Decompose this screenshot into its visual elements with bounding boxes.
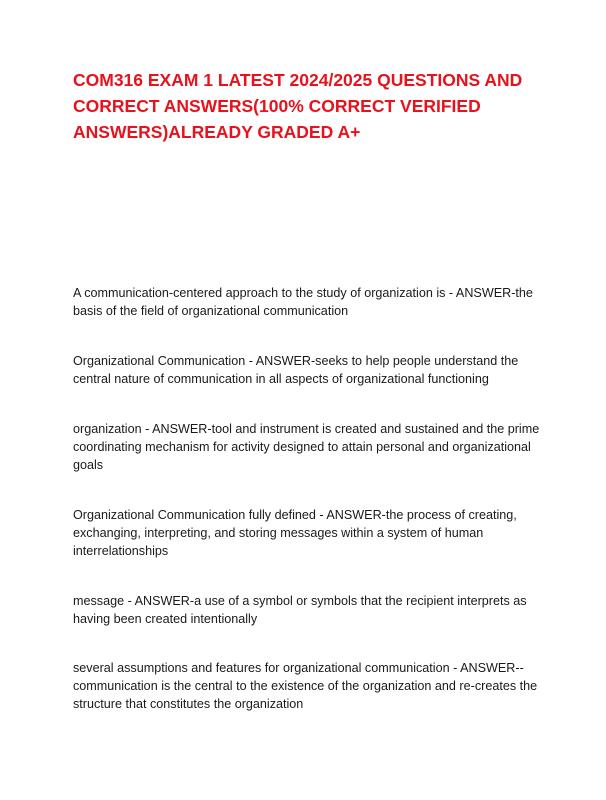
qa-entry: Organizational Communication - ANSWER-seeks to help people understand the central nature of communication in all aspects of organizational functioning [73,354,519,386]
qa-entry: organization - ANSWER-tool and instrument is created and sustained and the prime coordinating mechanism for activity designed to attain personal and organizational goals [73,422,540,472]
document-title: COM316 EXAM 1 LATEST 2024/2025 QUESTIONS AND CORRECT ANSWERS(100% CORRECT VERIFIED ANSWERS)ALREADY GRADED A+ [73,70,523,142]
qa-entry: A communication-centered approach to the study of organization is - ANSWER-the basis of the field of organizational communication [73,286,533,318]
qa-entry: Organizational Communication fully defined - ANSWER-the process of creating, exchanging, interpreting, and storing messages within a system of human interrelationships [73,508,517,558]
qa-entry: several assumptions and features for organizational communication - ANSWER--communication is the central to the existence of the organization and re-creates the structure that constitutes the organization [73,661,538,711]
qa-entry: message - ANSWER-a use of a symbol or symbols that the recipient interprets as having been created intentionally [73,594,527,626]
